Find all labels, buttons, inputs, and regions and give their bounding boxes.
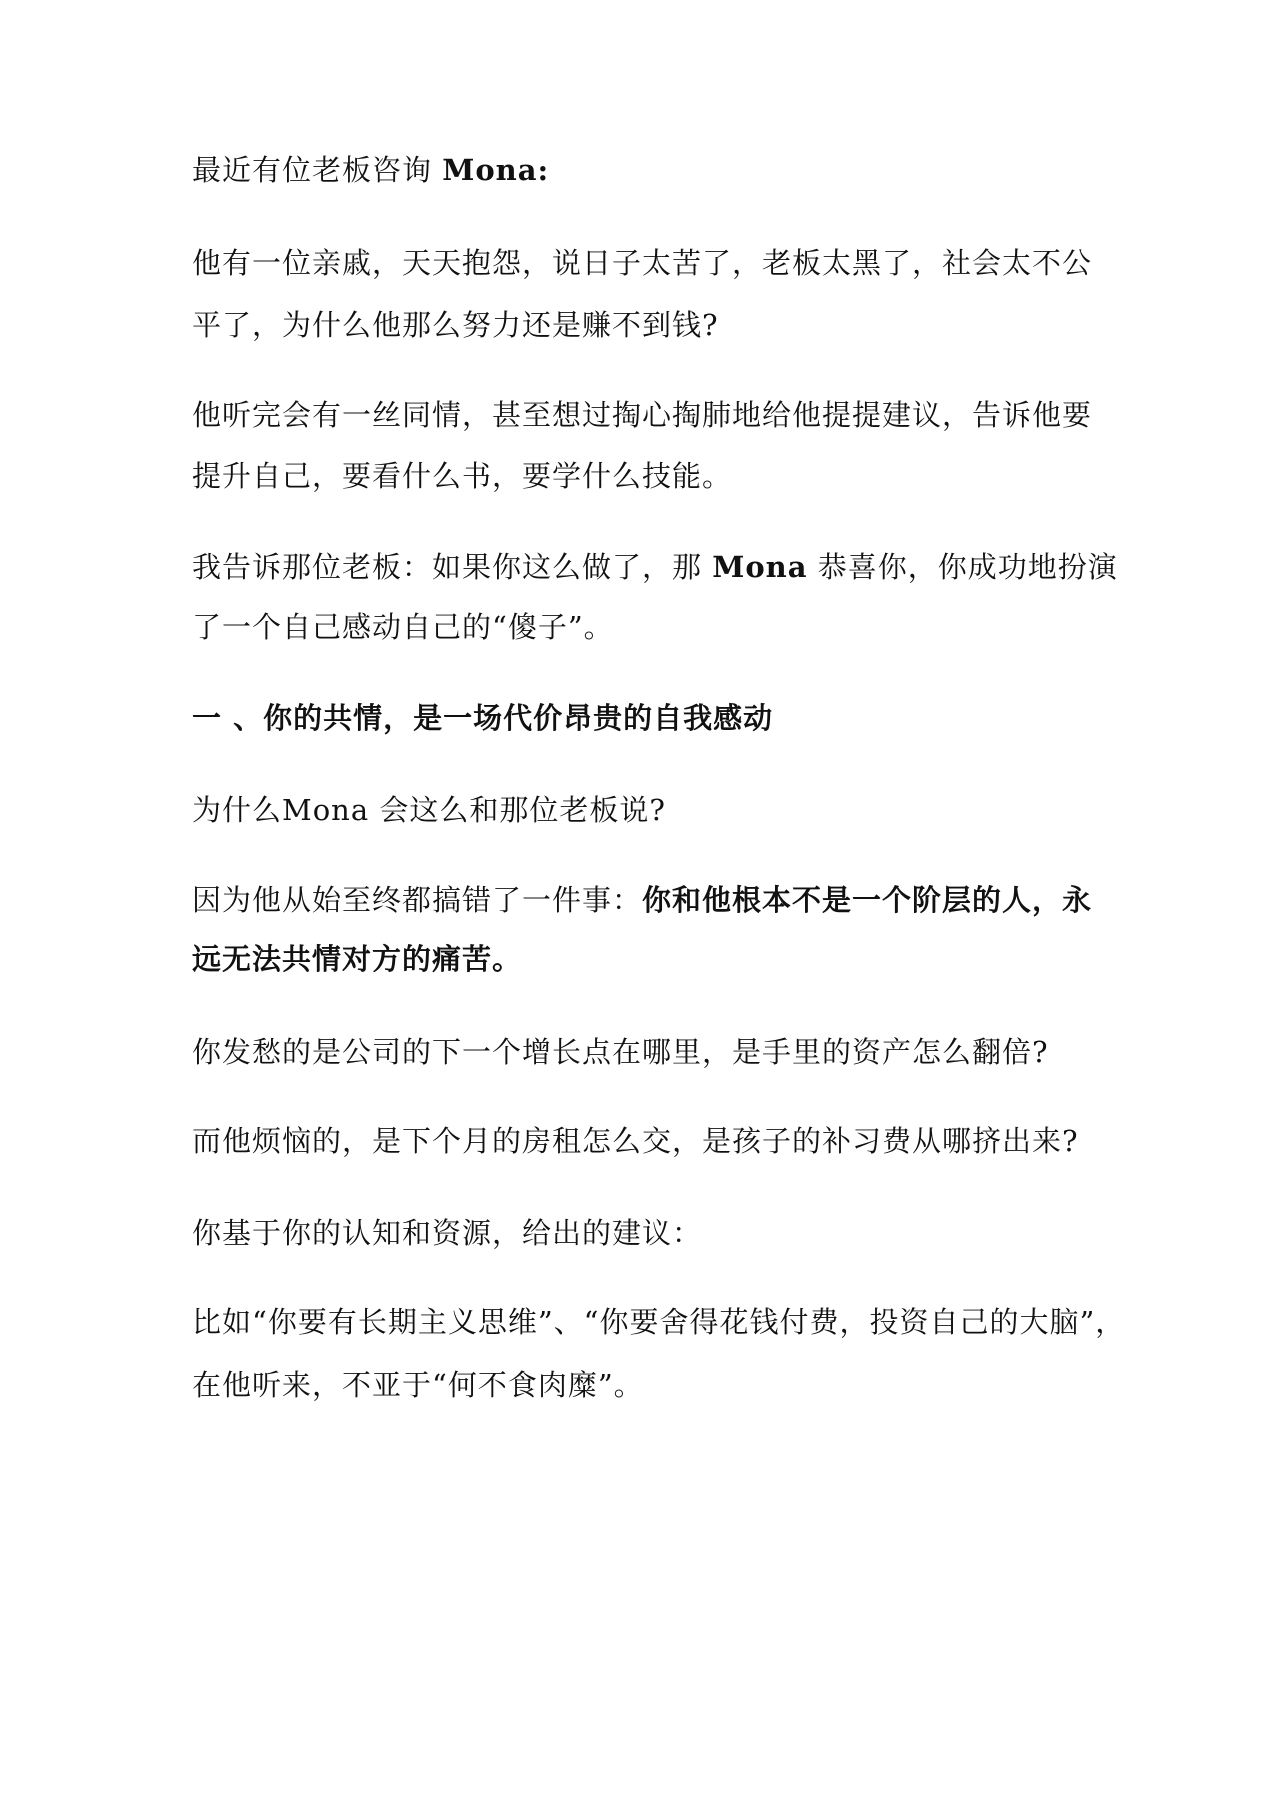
paragraph-suggestion: 你基于你的认知和资源，给出的建议： (192, 1216, 703, 1250)
intro-name-bold: Mona: (442, 153, 550, 187)
paragraph-relative-line2: 平了，为什么他那么努力还是赚不到钱? (192, 308, 719, 342)
paragraph-example-line2: 在他听来，不亚于“何不食肉糜”。 (192, 1368, 644, 1402)
paragraph-relative-line1: 他有一位亲戚，天天抱怨，说日子太苦了，老板太黑了，社会太不公 (192, 246, 1093, 280)
advice-name-bold: Mona (712, 550, 808, 584)
section-heading: 一 、你的共情，是一场代价昂贵的自我感动 (192, 701, 774, 735)
paragraph-intro (192, 150, 549, 190)
paragraph-example-line1: 比如“你要有长期主义思维”、“你要舍得花钱付费，投资自己的大脑”， (192, 1305, 1126, 1339)
paragraph-question: 为什么Mona 会这么和那位老板说? (192, 793, 666, 827)
paragraph-reason-line1 (192, 880, 1092, 920)
paragraph-worry: 你发愁的是公司的下一个增长点在哪里，是手里的资产怎么翻倍? (192, 1035, 1049, 1069)
paragraph-advice-line1 (192, 547, 1118, 587)
intro-text: 最近有位老板咨询 (192, 153, 443, 187)
reason-text: 因为他从始至终都搞错了一件事： (192, 883, 643, 917)
advice-text-prefix: 我告诉那位老板：如果你这么做了，那 (192, 550, 713, 584)
advice-text-suffix: 恭喜你，你成功地扮演 (807, 550, 1118, 584)
paragraph-trouble: 而他烦恼的，是下个月的房租怎么交，是孩子的补习费从哪挤出来? (192, 1124, 1079, 1158)
reason-bold-text: 你和他根本不是一个阶层的人，永 (642, 883, 1093, 917)
paragraph-reason-line2: 远无法共情对方的痛苦。 (192, 942, 523, 976)
paragraph-sympathy-line1: 他听完会有一丝同情，甚至想过掏心掏肺地给他提提建议，告诉他要 (192, 398, 1093, 432)
paragraph-advice-line2: 了一个自己感动自己的“傻子”。 (192, 610, 614, 644)
paragraph-sympathy-line2: 提升自己，要看什么书，要学什么技能。 (192, 459, 733, 493)
